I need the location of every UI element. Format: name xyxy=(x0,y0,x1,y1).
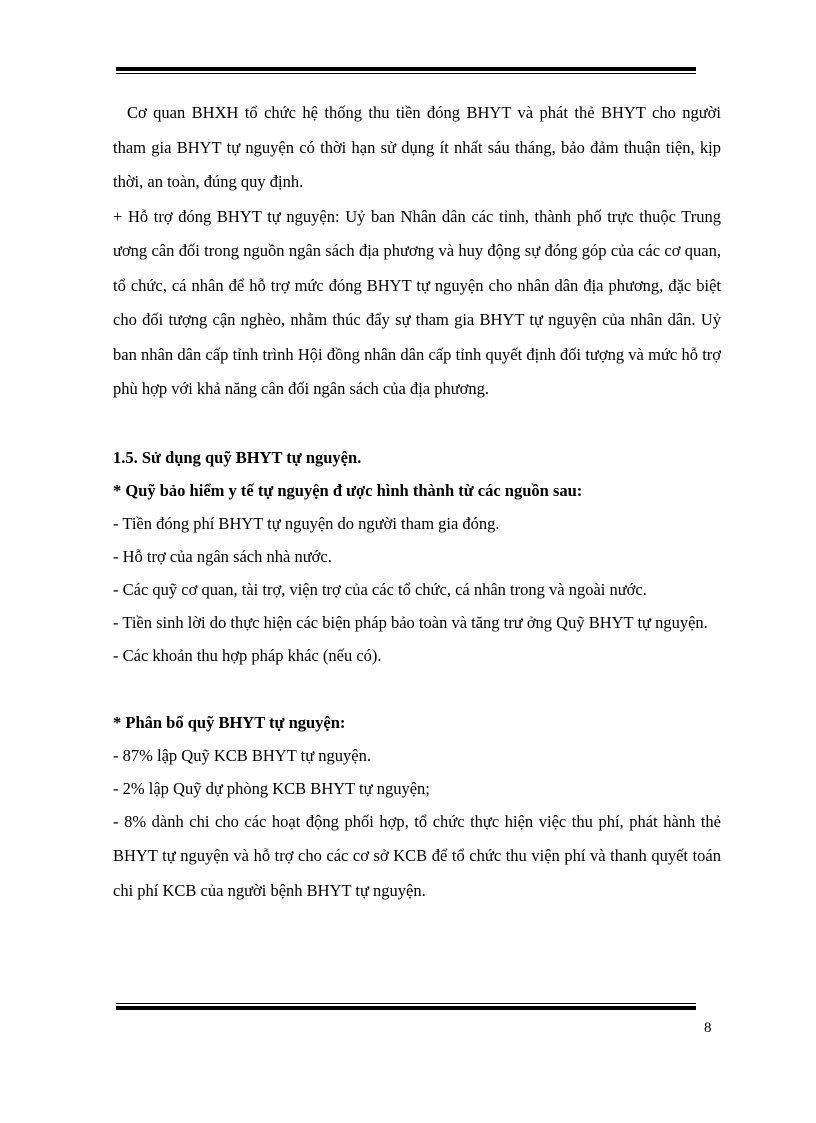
list-item: - 2% lập Quỹ dự phòng KCB BHYT tự nguyện; xyxy=(113,778,430,798)
list-item: - 8% dành chi cho các hoạt động phối hợp, tổ chức thực hiện việc thu phí, phát hành thẻ BHYT tự nguyện và hỗ trợ cho các cơ sở KCB để tổ chức thu viện phí và thanh quyết toán chi phí KCB của người bệnh BHYT tự nguyện. xyxy=(113,811,721,900)
spacer xyxy=(113,407,721,441)
list-item: - Các khoản thu hợp pháp khác (nếu có). xyxy=(113,645,382,665)
page-number: 8 xyxy=(704,1020,712,1036)
list-item: - Tiền sinh lời do thực hiện các biện pháp bảo toàn và tăng trư ởng Quỹ BHYT tự nguyện. xyxy=(113,612,708,632)
list-item: - 87% lập Quỹ KCB BHYT tự nguyện. xyxy=(113,745,371,765)
section-heading: 1.5. Sử dụng quỹ BHYT tự nguyện. xyxy=(113,447,362,467)
footer-rule xyxy=(116,1003,696,1010)
allocation-heading: * Phân bổ quỹ BHYT tự nguyện: xyxy=(113,712,346,732)
header-rule xyxy=(116,67,696,74)
spacer xyxy=(113,672,721,706)
paragraph-support: + Hỗ trợ đóng BHYT tự nguyện: Uỷ ban Nhân dân các tỉnh, thành phố trực thuộc Trung ương cân đối trong nguồn ngân sách địa phương và huy động sự đóng góp của các cơ quan, tổ chức, cá nhân để hỗ trợ mức đóng BHYT tự nguyện cho nhân dân địa phương, đặc biệt cho đối tượng cận nghèo, nhằm thúc đẩy sự tham gia BHYT tự nguyện của nhân dân. Uỷ ban nhân dân cấp tỉnh trình Hội đồng nhân dân cấp tỉnh quyết định đối tượng và mức hỗ trợ phù hợp với khả năng cân đối ngân sách của địa phương. xyxy=(113,206,721,398)
list-item: - Tiền đóng phí BHYT tự nguyện do người tham gia đóng. xyxy=(113,513,500,533)
fund-sources-heading: * Quỹ bảo hiểm y tế tự nguyện đ ược hình thành từ các nguồn sau: xyxy=(113,480,583,500)
list-item: - Các quỹ cơ quan, tài trợ, viện trợ của các tổ chức, cá nhân trong và ngoài nước. xyxy=(113,579,647,599)
list-item: - Hỗ trợ của ngân sách nhà nước. xyxy=(113,546,332,566)
paragraph-bhxh-collection: Cơ quan BHXH tổ chức hệ thống thu tiền đóng BHYT và phát thẻ BHYT cho người tham gia BHYT tự nguyện có thời hạn sử dụng ít nhất sáu tháng, bảo đảm thuận tiện, kịp thời, an toàn, đúng quy định. xyxy=(113,103,721,191)
page-body xyxy=(113,96,721,908)
